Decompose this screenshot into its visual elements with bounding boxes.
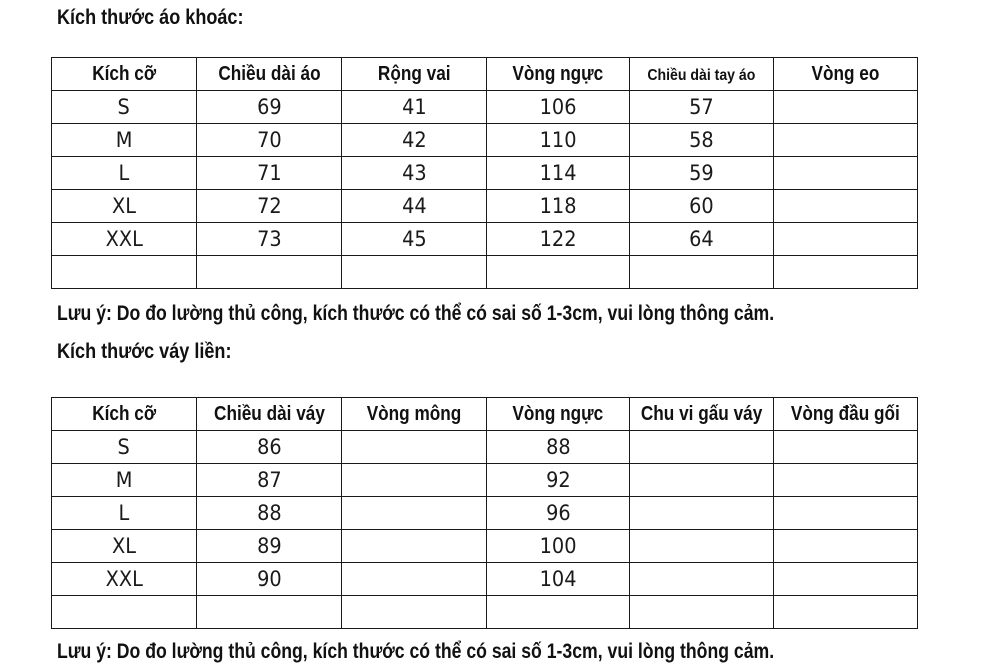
- header-cell: Kích cỡ: [52, 398, 197, 431]
- table-cell: [197, 596, 342, 629]
- table-cell: [774, 563, 918, 596]
- table-cell: 118: [487, 190, 630, 223]
- dress-size-title: Kích thước váy liền:: [57, 340, 232, 363]
- table-cell: XXL: [52, 563, 197, 596]
- table-cell: [774, 157, 918, 190]
- table-cell: [774, 596, 918, 629]
- header-cell: Chiều dài váy: [197, 398, 342, 431]
- table-cell: [630, 431, 774, 464]
- table-cell: S: [52, 431, 197, 464]
- table-cell: [630, 497, 774, 530]
- table-cell: XL: [52, 530, 197, 563]
- table-cell: 73: [197, 223, 342, 256]
- table-cell: 69: [197, 91, 342, 124]
- header-cell: Rộng vai: [342, 58, 487, 91]
- table-cell: 104: [487, 563, 630, 596]
- table-cell: 88: [197, 497, 342, 530]
- header-cell: Chiều dài tay áo: [630, 58, 774, 91]
- table-cell: 92: [487, 464, 630, 497]
- header-cell: Kích cỡ: [52, 58, 197, 91]
- table-cell: [342, 596, 487, 629]
- table-header-row: [52, 398, 918, 431]
- table-cell: 106: [487, 91, 630, 124]
- header-cell: Vòng eo: [774, 58, 918, 91]
- table-cell: 110: [487, 124, 630, 157]
- jacket-size-title: Kích thước áo khoác:: [57, 6, 244, 29]
- table-cell: 42: [342, 124, 487, 157]
- jacket-note: Lưu ý: Do đo lường thủ công, kích thước có thể có sai số 1-3cm, vui lòng thông cảm.: [57, 302, 775, 325]
- table-header-row: [52, 58, 918, 91]
- table-cell: [630, 464, 774, 497]
- table-cell: 44: [342, 190, 487, 223]
- table-row: [52, 190, 918, 223]
- table-cell: M: [52, 464, 197, 497]
- header-cell: Vòng ngực: [487, 398, 630, 431]
- table-cell: 45: [342, 223, 487, 256]
- table-cell: [774, 464, 918, 497]
- table-row: [52, 497, 918, 530]
- table-cell: 60: [630, 190, 774, 223]
- table-cell: 70: [197, 124, 342, 157]
- jacket-size-table: [51, 57, 918, 289]
- table-cell: 86: [197, 431, 342, 464]
- table-cell: [487, 596, 630, 629]
- table-cell: 122: [487, 223, 630, 256]
- table-cell: [52, 596, 197, 629]
- table-cell: S: [52, 91, 197, 124]
- dress-note: Lưu ý: Do đo lường thủ công, kích thước có thể có sai số 1-3cm, vui lòng thông cảm.: [57, 640, 775, 663]
- table-cell: 43: [342, 157, 487, 190]
- table-row: [52, 464, 918, 497]
- table-row: [52, 563, 918, 596]
- table-cell: L: [52, 497, 197, 530]
- dress-size-table: [51, 397, 918, 629]
- table-row: [52, 596, 918, 629]
- table-cell: L: [52, 157, 197, 190]
- table-cell: XXL: [52, 223, 197, 256]
- table-row: [52, 91, 918, 124]
- table-cell: [487, 256, 630, 289]
- table-cell: [630, 563, 774, 596]
- table-cell: [342, 464, 487, 497]
- table-cell: [774, 124, 918, 157]
- table-cell: [774, 431, 918, 464]
- table-cell: [342, 431, 487, 464]
- table-cell: [774, 190, 918, 223]
- table-cell: [774, 256, 918, 289]
- table-cell: 59: [630, 157, 774, 190]
- table-cell: 64: [630, 223, 774, 256]
- table-cell: [342, 563, 487, 596]
- table-cell: [774, 223, 918, 256]
- table-row: [52, 124, 918, 157]
- table-cell: 89: [197, 530, 342, 563]
- table-cell: 41: [342, 91, 487, 124]
- table-cell: [342, 256, 487, 289]
- header-cell: Chu vi gấu váy: [630, 398, 774, 431]
- table-cell: 88: [487, 431, 630, 464]
- table-row: [52, 223, 918, 256]
- table-cell: [774, 497, 918, 530]
- table-row: [52, 157, 918, 190]
- header-cell: Vòng ngực: [487, 58, 630, 91]
- table-cell: [342, 497, 487, 530]
- table-cell: 57: [630, 91, 774, 124]
- table-cell: 72: [197, 190, 342, 223]
- table-row: [52, 530, 918, 563]
- table-row: [52, 256, 918, 289]
- table-cell: 96: [487, 497, 630, 530]
- header-cell: Vòng đầu gối: [774, 398, 918, 431]
- table-cell: 87: [197, 464, 342, 497]
- table-cell: [197, 256, 342, 289]
- table-cell: [774, 530, 918, 563]
- table-cell: [774, 91, 918, 124]
- table-cell: [52, 256, 197, 289]
- table-cell: XL: [52, 190, 197, 223]
- table-cell: [630, 596, 774, 629]
- table-cell: [630, 530, 774, 563]
- table-cell: [630, 256, 774, 289]
- table-cell: 100: [487, 530, 630, 563]
- table-row: [52, 431, 918, 464]
- table-cell: 114: [487, 157, 630, 190]
- table-cell: [342, 530, 487, 563]
- table-cell: 90: [197, 563, 342, 596]
- table-cell: 58: [630, 124, 774, 157]
- table-cell: 71: [197, 157, 342, 190]
- header-cell: Vòng mông: [342, 398, 487, 431]
- header-cell: Chiều dài áo: [197, 58, 342, 91]
- table-cell: M: [52, 124, 197, 157]
